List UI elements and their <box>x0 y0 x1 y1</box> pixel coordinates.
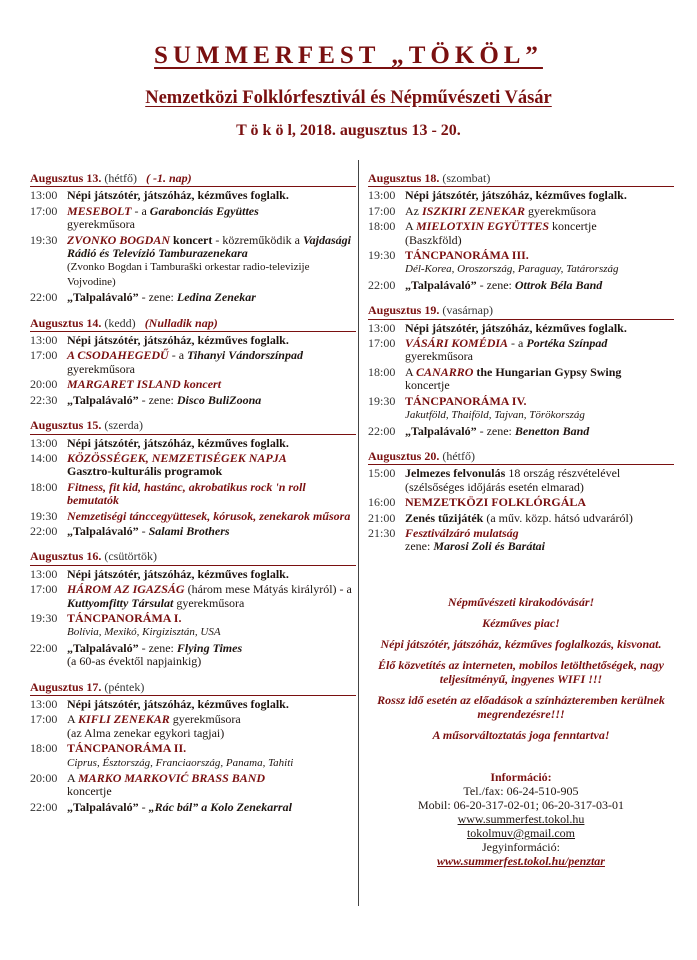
entry-time: 13:00 <box>30 188 58 203</box>
entry-time: 22:00 <box>368 423 396 438</box>
entry-time: 18:00 <box>368 364 396 379</box>
schedule-right-column <box>368 172 674 554</box>
schedule-entry <box>30 291 356 304</box>
entry-time: 19:30 <box>30 610 58 625</box>
entry-title: MESEBOLT <box>67 203 132 218</box>
entry-text: koncertje <box>549 219 597 234</box>
entry-title: MARGARET ISLAND koncert <box>67 377 222 392</box>
schedule-entry <box>368 205 674 218</box>
entry-text: zene: <box>405 539 434 554</box>
entry-time: 21:30 <box>368 525 396 540</box>
entry-time: 15:00 <box>368 466 396 481</box>
notice: Népi játszótér, játszóház, kézműves foglalkozás, kisvonat. <box>380 637 662 651</box>
entry-title: CANARRO <box>416 364 474 379</box>
entry-title: Jelmezes felvonulás <box>405 466 506 481</box>
notice: Kézműves piac! <box>482 616 560 630</box>
entry-time: 19:30 <box>368 248 396 263</box>
schedule-entry <box>30 437 356 450</box>
email-link[interactable]: tokolmuv@gmail.com <box>466 826 576 840</box>
schedule-entry <box>30 234 356 290</box>
entry-text: (három mese Mátyás királyról) - a <box>184 582 352 597</box>
ticket-info-label: Jegyinformáció: <box>482 840 560 854</box>
entry-time: 17:00 <box>368 336 396 351</box>
day-date: Augusztus 20. <box>368 448 440 463</box>
entry-performer: Benetton Band <box>514 423 590 438</box>
entry-time: 22:00 <box>368 277 396 292</box>
schedule-entry <box>368 220 674 247</box>
entry-text: gyerekműsora <box>525 203 597 218</box>
schedule-entry <box>30 583 356 610</box>
entry-time: 18:00 <box>368 219 396 234</box>
entry-countries: Ciprus, Észtország, Franciaország, Panama, Tahiti <box>67 756 294 769</box>
entry-time: 19:30 <box>30 232 58 247</box>
notice: A műsorváltoztatás joga fenntartva! <box>432 728 610 742</box>
entry-text: koncertje <box>67 784 112 799</box>
schedule-entry <box>368 279 674 292</box>
day-heading-aug18 <box>368 172 674 187</box>
day-date: Augusztus 17. <box>30 679 102 694</box>
day-note: (Nulladik nap) <box>144 315 218 330</box>
entry-text: Népi játszótér, játszóház, kézműves foglalk. <box>405 188 627 203</box>
schedule-entry <box>368 249 674 277</box>
entry-title: Fesztiválzáró mulatság <box>405 525 519 540</box>
entry-title: Zenés tűzijáték <box>405 510 484 525</box>
entry-text: - zene: <box>138 290 177 305</box>
entry-performer: Disco BuliZoona <box>176 392 262 407</box>
entry-time: 19:30 <box>30 508 58 523</box>
entry-time: 13:00 <box>30 566 58 581</box>
entry-text: koncert <box>170 232 213 247</box>
schedule-entry <box>30 349 356 376</box>
entry-time: 22:00 <box>30 640 58 655</box>
entry-text: (a műv. közp. hátsó udvaráról) <box>483 510 633 525</box>
entry-time: 17:00 <box>30 348 58 363</box>
entry-text: - <box>138 523 149 538</box>
website-link[interactable]: www.summerfest.tokol.hu <box>457 812 585 826</box>
entry-title: VÁSÁRI KOMÉDIA <box>405 336 509 351</box>
entry-performer: Flying Times <box>176 640 243 655</box>
entry-title: NEMZETKÖZI FOLKLÓRGÁLA <box>405 495 587 510</box>
event-dates: T ö k ö l, 2018. augusztus 13 - 20. <box>236 122 461 139</box>
entry-time: 22:00 <box>30 799 58 814</box>
entry-title: TÁNCPANORÁMA I. <box>67 610 182 625</box>
column-divider <box>358 160 359 906</box>
entry-countries: Bolívia, Mexikó, Kirgizisztán, USA <box>67 626 221 639</box>
entry-text: Az <box>405 203 422 218</box>
entry-text: gyerekműsora <box>169 712 241 727</box>
entry-title: TÁNCPANORÁMA IV. <box>405 393 527 408</box>
entry-performer: Vajdasági Rádió és Televízió Tamburazenekara <box>67 232 351 261</box>
day-weekday: (hétfő) <box>442 448 476 463</box>
schedule-entry <box>368 496 674 509</box>
entry-text: 18 ország részvételével <box>505 466 621 481</box>
day-heading-aug20 <box>368 450 674 465</box>
entry-title: „Talpalávaló” <box>405 423 477 438</box>
entry-time: 18:00 <box>30 741 58 756</box>
entry-time: 20:00 <box>30 377 58 392</box>
entry-time: 17:00 <box>368 203 396 218</box>
schedule-entry <box>30 510 356 523</box>
day-weekday: (vasárnap) <box>442 303 493 318</box>
day-date: Augusztus 18. <box>368 171 440 185</box>
entry-note: (Zvonko Bogdan i Tamburaški orkestar radio-televizije Vojvodine) <box>67 261 310 288</box>
entry-time: 13:00 <box>368 320 396 335</box>
schedule-entry <box>30 772 356 799</box>
entry-time: 13:00 <box>30 333 58 348</box>
schedule-entry <box>30 612 356 640</box>
day-date: Augusztus 13. <box>30 171 102 185</box>
schedule-entry <box>30 189 356 202</box>
schedule-entry <box>368 395 674 423</box>
notice: Rossz idő esetén az előadások a színházteremben kerülnek megrendezésre!!! <box>377 693 665 721</box>
entry-time: 17:00 <box>30 712 58 727</box>
schedule-entry <box>30 642 356 669</box>
entry-text: Népi játszótér, játszóház, kézműves foglalk. <box>405 320 627 335</box>
entry-time: 21:00 <box>368 510 396 525</box>
entry-text: (a 60-as évektől napjainkig) <box>67 654 202 669</box>
schedule-entry <box>30 452 356 479</box>
entry-text: - zene: <box>476 277 515 292</box>
schedule-entry <box>30 801 356 814</box>
entry-performer: Tihanyi Vándorszínpad <box>187 348 303 363</box>
day-heading-aug17 <box>30 681 356 696</box>
entry-text: gyerekműsora <box>67 361 135 376</box>
entry-text: - zene: <box>138 640 177 655</box>
schedule-entry <box>30 378 356 391</box>
schedule-entry <box>30 394 356 407</box>
entry-text: gyerekműsora <box>405 349 473 364</box>
entry-text: (az Alma zenekar egykori tagjai) <box>67 725 225 740</box>
schedule-entry <box>30 713 356 740</box>
notice: Élő közvetítés az interneten, mobilos letölthetőségek, nagy teljesítményű, ingyenes WIFI !!! <box>378 658 664 686</box>
schedule-entry <box>30 205 356 232</box>
day-date: Augusztus 19. <box>368 303 440 318</box>
entry-performer: Marosi Zoli és Barátai <box>433 539 545 554</box>
entry-time: 22:00 <box>30 523 58 538</box>
day-heading-aug15 <box>30 419 356 434</box>
entry-text: Népi játszótér, játszóház, kézműves foglalk. <box>67 566 289 581</box>
ticket-link[interactable]: www.summerfest.tokol.hu/penztar <box>437 854 605 868</box>
entry-title: TÁNCPANORÁMA II. <box>67 741 187 756</box>
entry-performer: „Rác bál” <box>148 799 199 814</box>
entry-text: Népi játszótér, játszóház, kézműves foglalk. <box>67 435 289 450</box>
entry-time: 13:00 <box>368 188 396 203</box>
entry-title: „Talpalávaló” <box>67 523 139 538</box>
entry-text: (Baszkföld) <box>405 232 462 247</box>
entry-performer: Salami Brothers <box>148 523 230 538</box>
entry-title: ZVONKO BOGDAN <box>67 232 171 247</box>
entry-title: „Talpalávaló” <box>405 277 477 292</box>
day-heading-aug13 <box>30 172 356 187</box>
schedule-entry <box>30 481 356 508</box>
schedule-entry <box>30 525 356 538</box>
schedule-entry <box>368 527 674 554</box>
entry-title: KIFLI ZENEKAR <box>78 712 170 727</box>
day-heading-aug16 <box>30 550 356 565</box>
schedule-entry <box>368 467 674 494</box>
page-title: SUMMERFEST „TÖKÖL” <box>154 42 543 69</box>
entry-title: Fitness, fit kid, hastánc, akrobatikus rock 'n roll bemutatók <box>67 479 306 508</box>
entry-performer: Kuttyomfitty Társulat <box>67 595 174 610</box>
entry-time: 19:30 <box>368 393 396 408</box>
day-date: Augusztus 14. <box>30 315 102 330</box>
schedule-left-column <box>30 172 356 814</box>
info-heading: Információ: <box>490 770 552 784</box>
entry-time: 16:00 <box>368 495 396 510</box>
entry-text: A <box>405 364 417 379</box>
entry-time: 13:00 <box>30 697 58 711</box>
entry-text: - a <box>508 336 527 351</box>
day-note: ( -1. nap) <box>146 171 192 185</box>
day-weekday: (péntek) <box>104 679 145 694</box>
entry-title: ISZKIRI ZENEKAR <box>422 203 526 218</box>
schedule-entry <box>30 698 356 711</box>
phone-number: Tel./fax: 06-24-510-905 <box>463 784 579 798</box>
schedule-entry <box>368 189 674 202</box>
schedule-entry <box>368 512 674 525</box>
entry-time: 17:00 <box>30 203 58 218</box>
day-date: Augusztus 15. <box>30 418 102 433</box>
day-date: Augusztus 16. <box>30 549 102 564</box>
entry-performer: Ledina Zenekar <box>176 290 256 305</box>
page-subtitle: Nemzetközi Folklórfesztivál és Népművészeti Vásár <box>145 88 552 108</box>
entry-text: koncertje <box>405 378 450 393</box>
entry-text: - <box>138 799 149 814</box>
schedule-entry <box>30 334 356 347</box>
entry-time: 20:00 <box>30 771 58 786</box>
entry-countries: Jakutföld, Thaiföld, Tajvan, Törökország <box>405 409 585 422</box>
entry-text: - zene: <box>476 423 515 438</box>
entry-performer: a Kolo Zenekarral <box>198 799 292 814</box>
entry-text: Népi játszótér, játszóház, kézműves foglalk. <box>67 188 289 203</box>
contact-info <box>368 770 674 868</box>
entry-text: - a <box>168 348 188 363</box>
entry-text: gyerekműsora <box>173 595 245 610</box>
entry-countries: Dél-Korea, Oroszország, Paraguay, Tatárország <box>405 263 619 276</box>
entry-title: „Talpalávaló” <box>67 290 139 305</box>
entry-title: HÁROM AZ IGAZSÁG <box>67 582 185 597</box>
entry-performer: Portéka Színpad <box>526 336 608 351</box>
notice: Népművészeti kirakodóvásár! <box>447 595 595 609</box>
entry-time: 22:00 <box>30 290 58 305</box>
entry-text: the Hungarian Gypsy Swing <box>473 364 622 379</box>
entry-title: „Talpalávaló” <box>67 640 139 655</box>
entry-text: Népi játszótér, játszóház, kézműves foglalk. <box>67 333 289 348</box>
entry-time: 17:00 <box>30 582 58 597</box>
day-heading-aug19 <box>368 304 674 319</box>
entry-text: - zene: <box>138 392 177 407</box>
entry-title: KÖZÖSSÉGEK, NEMZETISÉGEK NAPJA <box>67 450 287 465</box>
entry-title: MARKO MARKOVIĆ BRASS BAND <box>78 771 266 786</box>
entry-title: Nemzetiségi tánccegyüttesek, kórusok, zenekarok műsora <box>67 508 351 523</box>
schedule-entry <box>368 337 674 364</box>
entry-text: - közreműködik a <box>212 232 303 247</box>
entry-performer: Ottrok Béla Band <box>514 277 603 292</box>
entry-text: A <box>67 712 79 727</box>
entry-title: „Talpalávaló” <box>67 799 139 814</box>
entry-title: A CSODAHEGEDŰ <box>67 348 169 363</box>
entry-title: „Talpalávaló” <box>67 392 139 407</box>
entry-time: 18:00 <box>30 479 58 494</box>
entry-text: A <box>67 771 79 786</box>
entry-text: gyerekműsora <box>67 217 135 232</box>
entry-time: 13:00 <box>30 435 58 450</box>
entry-time: 22:30 <box>30 392 58 407</box>
entry-title: TÁNCPANORÁMA III. <box>405 248 529 263</box>
entry-text: Gasztro-kulturális programok <box>67 464 223 479</box>
schedule-entry <box>30 568 356 581</box>
entry-title: MIELOTXIN EGYÜTTES <box>416 219 550 234</box>
entry-text: - a <box>131 203 150 218</box>
notices-block <box>368 595 674 749</box>
day-weekday: (csütörtök) <box>104 549 158 564</box>
day-weekday: (szombat) <box>442 171 491 185</box>
entry-text: (szélsőséges időjárás esetén elmarad) <box>405 479 584 494</box>
schedule-entry <box>368 322 674 335</box>
entry-performer: Garabonciás Együttes <box>149 203 259 218</box>
day-weekday: (hétfő) <box>104 171 138 185</box>
entry-text: Népi játszótér, játszóház, kézműves foglalk. <box>67 697 289 711</box>
mobile-numbers: Mobil: 06-20-317-02-01; 06-20-317-03-01 <box>418 798 624 812</box>
schedule-entry <box>368 425 674 438</box>
day-weekday: (szerda) <box>104 418 143 433</box>
schedule-entry <box>368 366 674 393</box>
entry-text: A <box>405 219 417 234</box>
day-heading-aug14 <box>30 317 356 332</box>
day-weekday: (kedd) <box>104 315 136 330</box>
schedule-entry <box>30 742 356 770</box>
entry-time: 14:00 <box>30 450 58 465</box>
